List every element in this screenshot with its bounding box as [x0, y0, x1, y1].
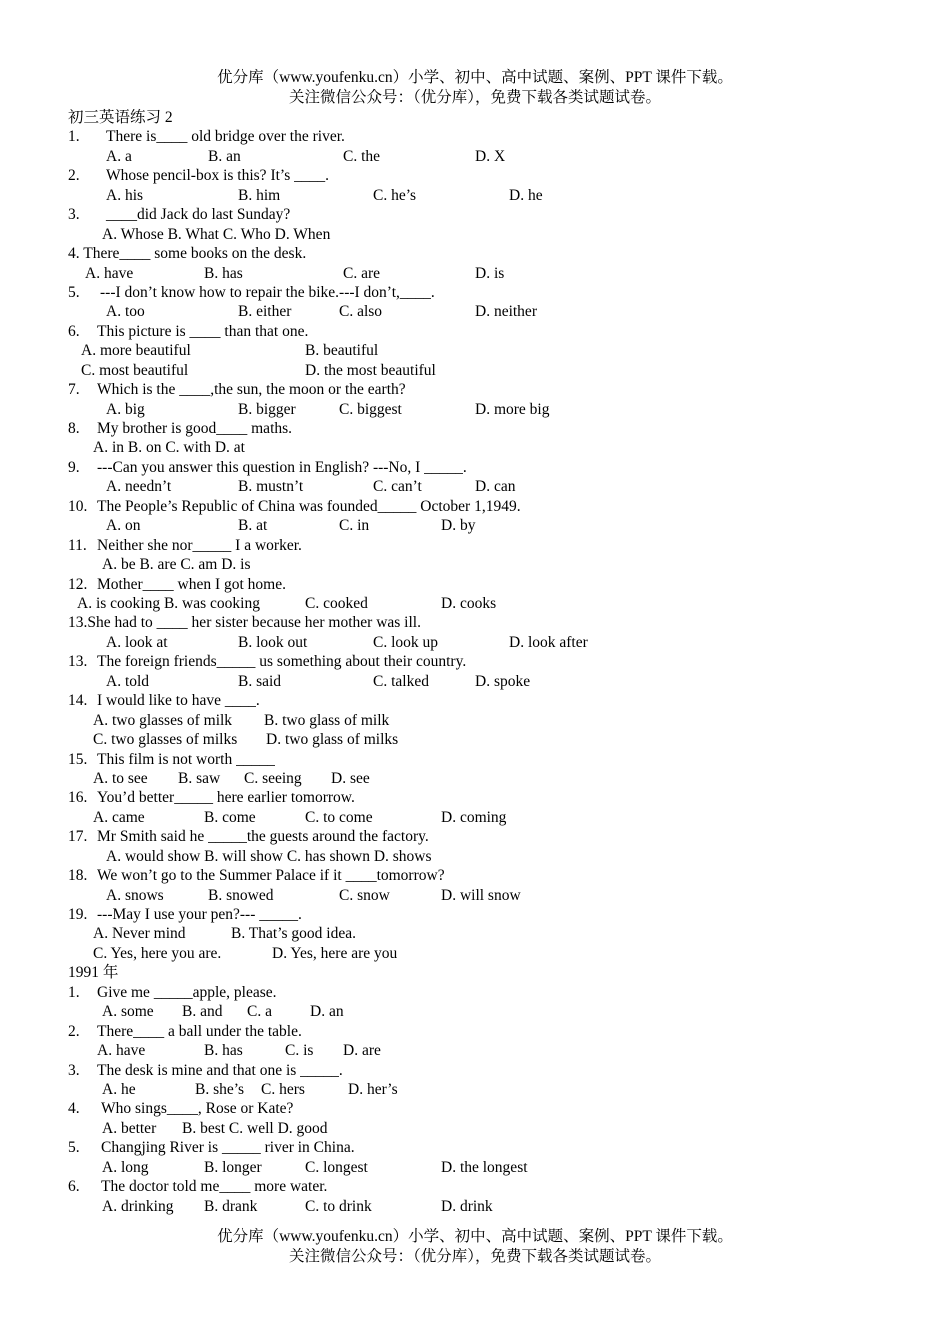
text-line [0, 555, 950, 574]
text-segment: 5. [68, 283, 80, 301]
text-segment: 12. [68, 575, 88, 593]
text-segment: B. an [208, 147, 241, 165]
text-segment: A. his [106, 186, 144, 204]
text-segment: Mr Smith said he _____the guests around the factory. [97, 828, 429, 846]
text-line [0, 438, 950, 457]
text-segment: The desk is mine and that one is _____. [97, 1061, 343, 1079]
text-line [0, 575, 950, 594]
text-segment: 2. [68, 167, 80, 185]
text-segment: D. he [509, 186, 543, 204]
text-segment: 13. [68, 653, 88, 671]
text-line [0, 302, 950, 321]
page-header [0, 68, 950, 107]
text-segment: A. have [97, 1042, 146, 1060]
text-line [0, 847, 950, 866]
text-line [0, 536, 950, 555]
text-segment: A. be B. are C. am D. is [102, 556, 251, 574]
text-segment: Mother____ when I got home. [97, 575, 286, 593]
text-segment: A. would show B. will show C. has shown D. shows [106, 847, 432, 865]
text-line [0, 322, 950, 341]
text-line [0, 652, 950, 671]
text-segment: Neither she nor_____ I a worker. [97, 536, 302, 554]
footer-line-2: 关注微信公众号：（优分库），免费下载各类试题试卷。 [288, 1247, 661, 1265]
text-segment: ---Can you answer this question in English? ---No, I _____. [97, 458, 467, 476]
text-segment: C. hers [261, 1081, 305, 1098]
text-segment: This picture is ____ than that one. [97, 322, 309, 340]
text-line [0, 166, 950, 185]
text-segment: C. also [339, 303, 383, 321]
text-line [0, 127, 950, 146]
text-segment: 6. [68, 1178, 80, 1196]
text-segment: We won’t go to the Summer Palace if it ____tomorrow? [97, 867, 445, 885]
text-line [0, 769, 950, 788]
text-segment: 8. [68, 420, 80, 438]
text-line [0, 963, 950, 982]
text-segment: 3. [68, 206, 80, 224]
text-segment: ____did Jack do last Sunday? [106, 206, 291, 224]
text-line [0, 1119, 950, 1138]
text-line [0, 1061, 950, 1080]
text-segment: 15. [68, 750, 88, 768]
text-line [0, 400, 950, 419]
text-segment: ---May I use your pen?--- _____. [97, 906, 302, 924]
text-segment: B. either [238, 303, 292, 321]
text-line [0, 594, 950, 613]
text-segment: 16. [68, 789, 88, 807]
text-line [0, 672, 950, 691]
text-line [0, 477, 950, 496]
text-segment: C. to drink [305, 1197, 372, 1215]
text-segment: B. at [238, 517, 268, 535]
text-line [0, 613, 950, 632]
text-line [0, 730, 950, 749]
text-segment: B. snowed [208, 886, 274, 904]
text-segment: 1991 年 [68, 964, 119, 982]
text-segment: B. two glass of milk [264, 711, 390, 729]
text-line [0, 1158, 950, 1177]
text-segment: D. cooks [441, 595, 497, 612]
text-segment: C. in [339, 517, 370, 535]
text-line [0, 419, 950, 438]
text-segment: D. spoke [475, 672, 531, 690]
text-line [0, 361, 950, 380]
text-segment: D. drink [441, 1197, 493, 1215]
text-line [0, 1022, 950, 1041]
text-segment: C. biggest [339, 400, 402, 418]
text-line [0, 341, 950, 360]
text-segment: B. has [204, 1042, 243, 1060]
text-line [0, 924, 950, 943]
text-segment: B. she’s [195, 1081, 245, 1098]
text-segment: D. is [475, 264, 505, 282]
text-segment: There____ a ball under the table. [97, 1022, 302, 1040]
text-line [0, 186, 950, 205]
text-segment: 6. [68, 322, 80, 340]
text-segment: C. are [343, 264, 381, 282]
text-segment: D. coming [441, 808, 507, 826]
text-segment: D. are [343, 1042, 381, 1060]
text-segment: D. more big [475, 400, 550, 418]
text-segment: You’d better_____ here earlier tomorrow. [97, 789, 355, 807]
text-line [0, 1177, 950, 1196]
text-line [0, 1002, 950, 1021]
text-segment: A. to see [93, 769, 148, 787]
text-segment: B. longer [204, 1158, 262, 1176]
text-line [0, 1197, 950, 1216]
text-line [0, 750, 950, 769]
text-segment: 19. [68, 906, 88, 924]
text-segment: D. the longest [441, 1158, 528, 1176]
text-segment: 17. [68, 828, 88, 846]
text-segment: D. will snow [441, 886, 521, 904]
text-segment: A. long [102, 1158, 149, 1176]
text-line [0, 380, 950, 399]
text-segment: 4. There____ some books on the desk. [68, 245, 307, 263]
text-line [0, 147, 950, 166]
text-line [0, 225, 950, 244]
text-segment: C. seeing [244, 769, 302, 787]
text-segment: 11. [68, 536, 87, 554]
text-line [0, 827, 950, 846]
text-line [0, 1138, 950, 1157]
text-segment: B. bigger [238, 400, 296, 418]
text-segment: B. beautiful [305, 342, 379, 360]
text-segment: 10. [68, 497, 88, 515]
text-segment: 初三英语练习 2 [68, 109, 173, 126]
text-segment: C. to come [305, 808, 373, 826]
text-segment: There is____ old bridge over the river. [106, 128, 345, 146]
text-segment: A. two glasses of milk [93, 711, 233, 729]
text-line [0, 244, 950, 263]
text-segment: 3. [68, 1061, 80, 1079]
text-segment: C. can’t [373, 478, 422, 496]
text-segment: B. look out [238, 633, 308, 651]
text-segment: C. a [247, 1003, 272, 1021]
text-segment: A. in B. on C. with D. at [93, 439, 245, 457]
text-line [0, 905, 950, 924]
text-segment: 5. [68, 1139, 80, 1157]
text-segment: D. by [441, 517, 476, 535]
text-segment: A. a [106, 147, 132, 165]
text-segment: A. on [106, 517, 141, 535]
text-segment: 2. [68, 1022, 80, 1040]
text-line [0, 516, 950, 535]
text-segment: C. most beautiful [81, 361, 189, 379]
text-segment: B. That’s good idea. [231, 925, 356, 943]
text-line [0, 497, 950, 516]
text-segment: D. X [475, 147, 506, 165]
text-segment: A. have [85, 264, 134, 282]
text-line [0, 205, 950, 224]
text-segment: A. big [106, 400, 145, 418]
text-segment: A. look at [106, 633, 168, 651]
text-segment: D. look after [509, 633, 588, 651]
text-line [0, 458, 950, 477]
text-segment: The doctor told me____ more water. [101, 1178, 328, 1196]
text-segment: D. two glass of milks [266, 731, 399, 749]
text-line [0, 283, 950, 302]
text-segment: D. neither [475, 303, 537, 321]
text-segment: B. has [204, 264, 243, 282]
text-segment: The foreign friends_____ us something about their country. [97, 653, 467, 671]
text-line [0, 788, 950, 807]
text-segment: B. saw [178, 769, 221, 787]
text-segment: A. came [93, 808, 145, 826]
text-segment: B. him [238, 186, 281, 204]
text-segment: A. he [102, 1081, 136, 1098]
text-segment: 13.She had to ____ her sister because her mother was ill. [68, 614, 421, 632]
text-segment: C. snow [339, 886, 390, 904]
text-segment: D. the most beautiful [305, 361, 436, 379]
text-segment: C. is [285, 1042, 314, 1060]
text-segment: A. Never mind [93, 925, 186, 943]
text-segment: 7. [68, 381, 80, 399]
text-segment: ---I don’t know how to repair the bike.---I don’t,____. [100, 283, 435, 301]
text-segment: A. drinking [102, 1197, 174, 1215]
text-segment: D. her’s [348, 1081, 398, 1098]
text-line [0, 633, 950, 652]
text-segment: My brother is good____ maths. [97, 420, 293, 438]
text-segment: A. more beautiful [81, 342, 191, 360]
text-segment: Whose pencil-box is this? It’s ____. [106, 167, 329, 185]
text-segment: B. mustn’t [238, 478, 304, 496]
text-segment: B. said [238, 672, 282, 690]
text-segment: B. drank [204, 1197, 258, 1215]
text-segment: C. the [343, 147, 381, 165]
text-segment: A. too [106, 303, 145, 321]
text-segment: C. he’s [373, 186, 417, 204]
text-segment: A. some [102, 1003, 154, 1021]
text-segment: 18. [68, 867, 88, 885]
text-line [0, 886, 950, 905]
header-line-2: 关注微信公众号：（优分库），免费下载各类试题试卷。 [288, 88, 661, 106]
text-segment: C. Yes, here you are. [93, 944, 222, 962]
text-segment: 4. [68, 1100, 80, 1118]
text-segment: Which is the ____,the sun, the moon or the earth? [97, 381, 406, 399]
text-segment: C. longest [305, 1158, 368, 1176]
text-line [0, 944, 950, 963]
text-segment: This film is not worth _____ [97, 750, 275, 768]
text-segment: D. an [310, 1003, 344, 1021]
text-segment: C. two glasses of milks [93, 731, 238, 749]
text-segment: D. see [331, 769, 370, 787]
text-line [0, 808, 950, 827]
text-segment: Give me _____apple, please. [97, 983, 277, 1001]
text-segment: D. can [475, 478, 516, 496]
text-segment: Who sings____, Rose or Kate? [101, 1100, 294, 1118]
text-segment: The People’s Republic of China was founded_____ October 1,1949. [97, 497, 521, 515]
text-segment: C. look up [373, 633, 439, 651]
text-segment: A. is cooking B. was cooking [77, 595, 260, 612]
text-segment: A. Whose B. What C. Who D. When [102, 225, 331, 243]
page-footer [0, 1227, 950, 1266]
text-line [0, 711, 950, 730]
text-line [0, 108, 950, 127]
text-line [0, 1099, 950, 1118]
text-segment: I would like to have ____. [97, 692, 260, 710]
text-segment: 1. [68, 128, 80, 146]
text-segment: C. talked [373, 672, 429, 690]
text-line [0, 264, 950, 283]
text-segment: B. come [204, 808, 256, 826]
text-segment: 9. [68, 458, 80, 476]
text-line [0, 1041, 950, 1060]
text-segment: B. and [182, 1003, 223, 1021]
text-segment: 1. [68, 983, 80, 1001]
text-segment: A. snows [106, 886, 164, 904]
text-line [0, 691, 950, 710]
text-segment: A. needn’t [106, 478, 172, 496]
text-line [0, 1080, 950, 1099]
text-line [0, 866, 950, 885]
text-segment: Changjing River is _____ river in China. [101, 1139, 355, 1157]
text-segment: A. told [106, 672, 150, 690]
text-segment: B. best C. well D. good [182, 1119, 328, 1137]
text-segment: A. better [102, 1119, 157, 1137]
footer-line-1: 优分库（www.youfenku.cn）小学、初中、高中试题、案例、PPT 课件下载。 [217, 1228, 733, 1245]
text-segment: 14. [68, 692, 88, 710]
text-segment: C. cooked [305, 595, 368, 612]
text-line [0, 983, 950, 1002]
text-segment: D. Yes, here are you [272, 944, 398, 962]
header-line-1: 优分库（www.youfenku.cn）小学、初中、高中试题、案例、PPT 课件下载。 [217, 69, 733, 86]
